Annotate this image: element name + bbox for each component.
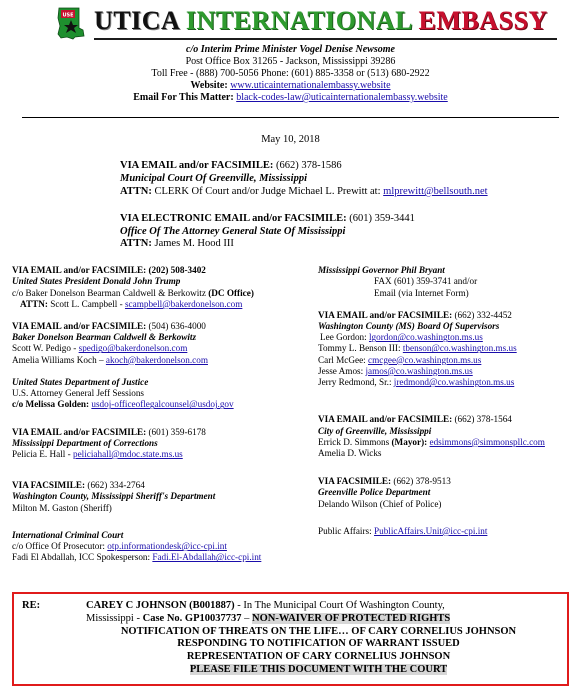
addressee-icc: International Criminal Court c/o Office Of Prosecutor: otp.informationdesk@icc-cpi.int Fadi El Abdallah, ICC Spokesperson: Fadi.El-Abdallah@icc-cpi.int — [12, 529, 262, 563]
redmond-email-link[interactable]: jredmond@co.washington.ms.us — [393, 377, 515, 388]
addressee-trump: VIA EMAIL and/or FACSIMILE: (202) 508-3402 United States President Donald John Trump c/o Baker Donelson Bearman Caldwell & Berkowitz (DC Office) ATTN: Scott L. Campbell - scampbell@bakerdonelson.com — [12, 265, 254, 309]
koch-email-link[interactable]: akoch@bakerdonelson.com — [105, 354, 208, 365]
left-column — [8, 265, 308, 574]
otp-email-link[interactable]: otp.informationdesk@icc-cpi.int — [107, 541, 227, 552]
addressee-greenville: VIA EMAIL and/or FACSIMILE: (662) 378-1564 City of Greenville, Mississippi Errick D. Simmons (Mayor): edsimmons@simmonspllc.com Amelia D. Wicks — [318, 414, 545, 458]
hall-email-link[interactable]: peliciahall@mdoc.state.ms.us — [72, 449, 183, 459]
gordon-email-link[interactable]: lgordon@co.washington.ms.us — [368, 332, 483, 343]
re-row — [22, 600, 559, 626]
pedigo-email-link[interactable]: spedigo@bakerdonelson.com — [78, 343, 188, 354]
re-warrant-line: RESPONDING TO NOTIFICATION OF WARRANT ISSUED — [177, 638, 460, 650]
svg-text:USE: USE — [62, 12, 74, 19]
re-label: RE: — [22, 600, 41, 611]
care-of-line: c/o Interim Prime Minister Vogel Denise Newsome — [186, 44, 395, 55]
right-column — [308, 265, 573, 574]
letterhead-address — [8, 44, 573, 104]
addressee-attorney-general: VIA ELECTRONIC EMAIL and/or FACSIMILE: (601) 359-3441 Office Of The Attorney General State Of Mississippi ATTN: James M. Hood III — [120, 212, 415, 250]
addressee-mdoc: VIA EMAIL and/or FACSIMILE: (601) 359-6178 Mississippi Department of Corrections Pelicia E. Hall - peliciahall@mdoc.state.ms.us — [12, 426, 206, 459]
court-email-link[interactable]: mlprewitt@bellsouth.net — [383, 185, 488, 197]
website-link[interactable]: www.uticainternationalembassy.website — [230, 80, 391, 91]
addressee-doj: United States Department of Justice U.S. Attorney General Jeff Sessions c/o Melissa Golden: usdoj-officeoflegalcounsel@usdoj.gov — [12, 376, 234, 410]
addressee-supervisors: VIA EMAIL and/or FACSIMILE: (662) 332-4452 Washington County (MS) Board Of Supervisors Lee Gordon: lgordon@co.washington.ms.us Tommy L. Benson III: tbenson@co.washington.ms.us Carl McGee: cmcgee@co.washington.ms.us Jesse Amos: jamos@co.washington.ms.us Jerry Redmond, Sr.: jredmond@co.washington.ms.us — [318, 309, 517, 388]
re-file-line: PLEASE FILE THIS DOCUMENT WITH THE COURT — [189, 663, 448, 675]
phone-line: Toll Free - (888) 700-5056 Phone: (601) 885-3358 or (513) 680-2922 — [151, 68, 430, 79]
campbell-email-link[interactable]: scampbell@bakerdonelson.com — [124, 298, 243, 309]
addressee-columns — [8, 265, 573, 574]
re-threats-line: NOTIFICATION OF THREATS ON THE LIFE… OF CARY CORNELIUS JOHNSON — [120, 625, 517, 637]
addressee-sheriff: VIA FACSIMILE: (662) 334-2764 Washington County, Mississippi Sheriff's Department Milton M. Gaston (Sheriff) — [12, 480, 216, 513]
letterhead — [8, 0, 573, 128]
email-line: Email For This Matter: black-codes-law@uticainternationalembassy.website — [133, 92, 448, 103]
amos-email-link[interactable]: jamos@co.washington.ms.us — [365, 365, 473, 376]
addressee-baker-donelson: VIA EMAIL and/or FACSIMILE: (504) 636-4000 Baker Donelson Bearman Caldwell & Berkowitz Scott W. Pedigo - spedigo@bakerdonelson.com Amelia Williams Koch – akoch@bakerdonelson.com — [12, 321, 208, 365]
mcgee-email-link[interactable]: cmcgee@co.washington.ms.us — [368, 354, 482, 365]
mississippi-map-logo-icon — [53, 6, 89, 40]
abdallah-email-link[interactable]: Fadi.El-Abdallah@icc-cpi.int — [152, 552, 262, 563]
re-box — [12, 592, 569, 686]
po-box-line: Post Office Box 31265 - Jackson, Mississippi 39286 — [185, 56, 396, 67]
benson-email-link[interactable]: tbenson@co.washington.ms.us — [402, 343, 517, 354]
addressee-governor: Mississippi Governor Phil Bryant FAX (601) 359-3741 and/or Email (via Internet Form) — [318, 265, 478, 298]
re-body: CAREY C JOHNSON (B001887) - In The Municipal Court Of Washington County, Mississippi - Case No. GP10037737 – NON-WAIVER OF PROTECTED RIGHTS — [86, 600, 451, 624]
letter-date: May 10, 2018 — [261, 134, 320, 145]
addressee-municipal-court: VIA EMAIL and/or FACSIMILE: (662) 378-1586 Municipal Court Of Greenville, Mississippi ATTN: CLERK Of Court and/or Judge Michael L. Prewitt at: mlprewitt@bellsouth.net — [120, 160, 488, 197]
re-representation-line: REPRESENTATION OF CARY CORNELIUS JOHNSON — [186, 651, 451, 663]
simmons-email-link[interactable]: edsimmons@simmonspllc.com — [429, 436, 545, 447]
addressee-police: VIA FACSIMILE: (662) 378-9513 Greenville Police Department Delando Wilson (Chief of Police) — [318, 476, 451, 509]
embassy-title: UTICA INTERNATIONAL EMBASSY — [94, 6, 548, 35]
public-affairs-email-link[interactable]: PublicAffairs.Unit@icc-cpi.int — [373, 525, 488, 536]
email-link[interactable]: black-codes-law@uticainternationalembassy.website — [236, 92, 448, 103]
header-divider — [22, 117, 559, 118]
title-underline — [94, 38, 557, 40]
addressee-public-affairs: Public Affairs: PublicAffairs.Unit@icc-cpi.int — [318, 525, 488, 536]
website-line: Website: www.uticainternationalembassy.website — [190, 80, 391, 91]
doj-email-link[interactable]: usdoj-officeoflegalcounsel@usdoj.gov — [91, 399, 234, 410]
